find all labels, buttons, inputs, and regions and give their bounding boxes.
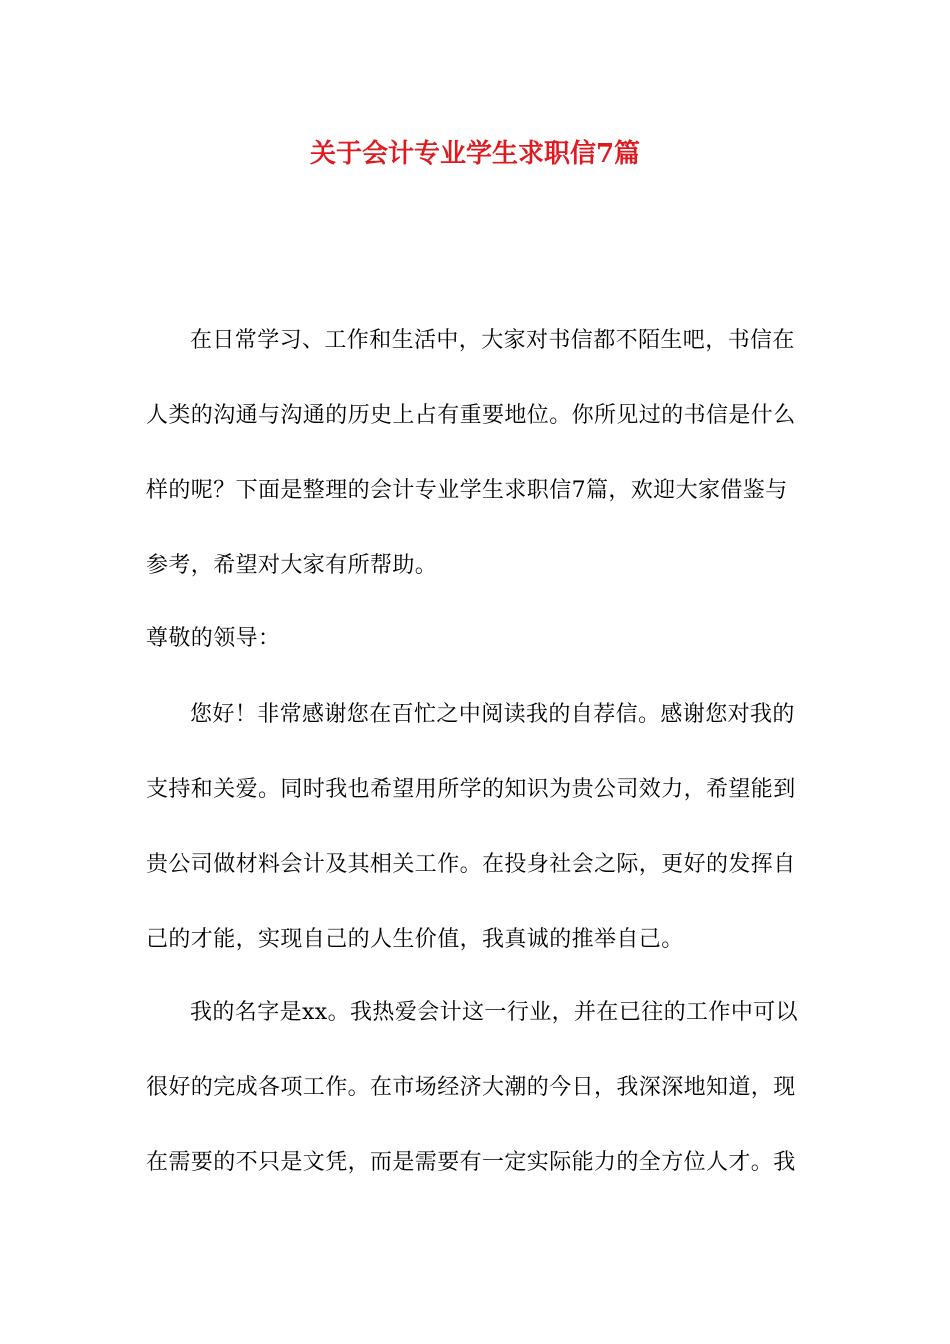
paragraph-line: 在需要的不只是文凭，而是需要有一定实际能力的全方位人才。我: [146, 1150, 796, 1175]
paragraph-line: 人类的沟通与沟通的历史上占有重要地位。你所见过的书信是什么: [146, 403, 796, 428]
paragraph-line: 支持和关爱。同时我也希望用所学的知识为贵公司效力，希望能到: [146, 777, 796, 802]
paragraph-line: 贵公司做材料会计及其相关工作。在投身社会之际，更好的发挥自: [146, 852, 796, 877]
paragraph-line: 我的名字是xx。我热爱会计这一行业，并在已往的工作中可以: [190, 1000, 799, 1025]
paragraph-line: 在日常学习、工作和生活中，大家对书信都不陌生吧，书信在: [190, 328, 795, 353]
salutation: 尊敬的领导：: [146, 626, 281, 651]
paragraph-line: 样的呢？下面是整理的会计专业学生求职信7篇，欢迎大家借鉴与: [146, 478, 788, 503]
paragraph-line: 参考，希望对大家有所帮助。: [146, 553, 438, 578]
paragraph-line: 很好的完成各项工作。在市场经济大潮的今日，我深深地知道，现: [146, 1075, 796, 1100]
paragraph-line: 您好！非常感谢您在百忙之中阅读我的自荐信。感谢您对我的: [190, 702, 795, 727]
paragraph-line: 己的才能，实现自己的人生价值，我真诚的推举自己。: [146, 927, 684, 952]
document-title: 关于会计专业学生求职信7篇: [309, 139, 641, 169]
